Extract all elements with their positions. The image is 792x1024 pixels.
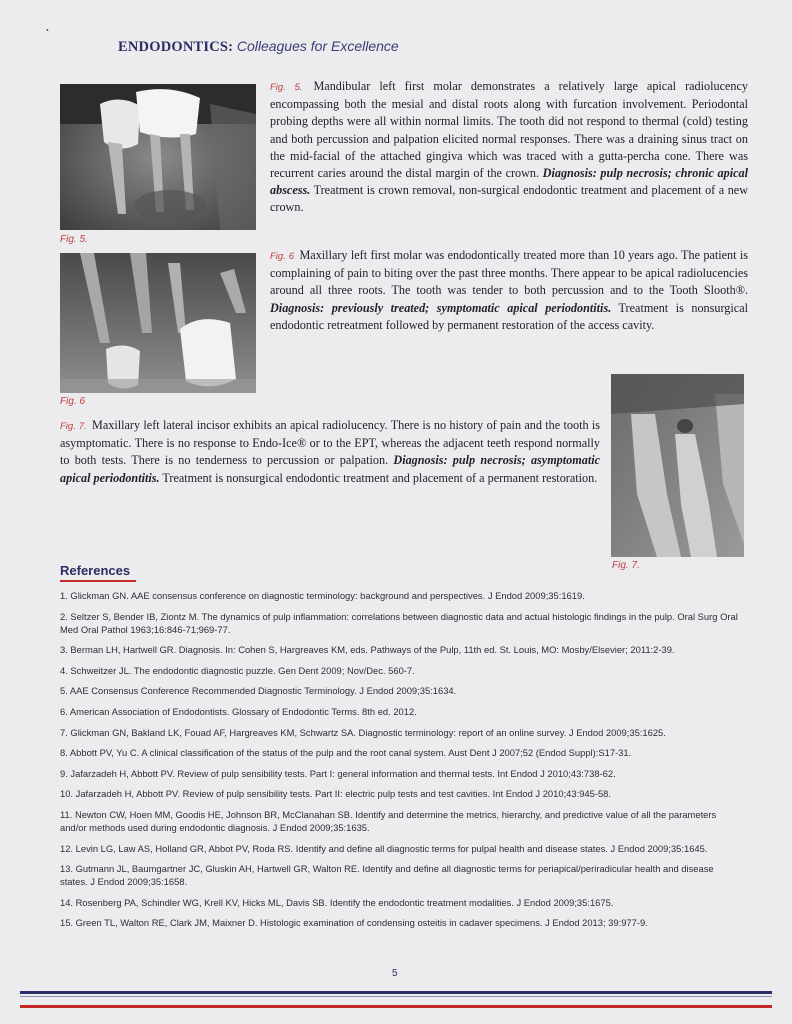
page-number: 5 — [392, 968, 398, 979]
fig5-text-b: Treatment is crown removal, non-surgical endodontic treatment and placement of a new crown. — [270, 183, 748, 215]
fig7-lead: Fig. 7. — [60, 421, 87, 432]
reference-item: 9. Jafarzadeh H, Abbott PV. Review of pulp sensibility tests. Part I: general information and thermal tests. Int Endod J 2010;43:738-62. — [60, 767, 616, 779]
reference-item: 14. Rosenberg PA, Schindler WG, Krell KV, Hicks ML, Davis SB. Identify the endodontic treatment modalities. J Endod 2009;35:1675. — [60, 896, 614, 908]
page-header — [118, 38, 399, 56]
fig5-text-a: Mandibular left first molar demonstrates a relatively large apical radiolucency encompassing both the mesial and distal roots along with furcation involvement. Periodontal probing depths were all within normal limits. The tooth did not respond to thermal (cold) testing and both percussion and palpation elicited normal responses. There was a draining sinus tract on the mid-facial of the attached gingiva which was traced with a gutta-percha cone. There was recurrent caries around the distal margin of the crown. — [270, 79, 749, 181]
header-subtitle: Colleagues for Excellence — [236, 38, 399, 54]
fig5-caption-label: Fig. 5. — [60, 234, 88, 245]
fig6-text-a: Maxillary left first molar was endodontically treated more than 10 years ago. The patient is complaining of pain to biting over the past three months. There appear to be apical radiolucencies around all three roots. The tooth was tender to both percussion and to the Tooth Slooth®. — [270, 248, 748, 298]
fig7-caption-label: Fig. 7. — [612, 560, 640, 571]
reference-item: 11. Newton CW, Hoen MM, Goodis HE, Johnson BR, McClanahan SB. Identify and determine the metrics, hierarchy, and predictive value of all the parameters and/or methods used during endodontic diagnosis. J Endod 2009;35:1635. — [60, 808, 717, 833]
fig6-caption-label: Fig. 6 — [60, 396, 86, 407]
fig6-radiograph — [60, 253, 256, 393]
fig6-lead: Fig. 6 — [270, 251, 295, 262]
reference-item: 8. Abbott PV, Yu C. A clinical classification of the status of the pulp and the root canal system. Aust Dent J 2007;52 (Endod Suppl):S17-31. — [60, 747, 632, 759]
corner-mark: • — [46, 26, 49, 35]
header-title: ENDODONTICS: — [118, 39, 234, 55]
reference-item: 10. Jafarzadeh H, Abbott PV. Review of pulp sensibility tests. Part II: electric pulp tests and test cavities. Int Endod J 2010;43:945-58. — [60, 788, 612, 800]
fig7-diagnosis: Diagnosis: pulp necrosis; asymptomatic apical periodontitis. — [60, 453, 600, 485]
fig7-description — [60, 417, 600, 487]
reference-item: 6. American Association of Endodontists. Glossary of Endodontic Terms. 8th ed. 2012. — [60, 705, 417, 717]
references-heading: References — [60, 563, 131, 578]
reference-item: 13. Gutmann JL, Baumgartner JC, Gluskin AH, Hartwell GR, Walton RE. Identify and define all diagnostic terms for periapical/periradicular health and disease states. J Endod 2009;35:1658. — [60, 863, 714, 888]
fig6-diagnosis: Diagnosis: previously treated; symptomatic apical periodontitis. — [270, 300, 612, 315]
fig6-description — [270, 247, 748, 334]
reference-item: 5. AAE Consensus Conference Recommended Diagnostic Terminology. J Endod 2009;35:1634. — [60, 685, 457, 697]
fig7-radiograph — [611, 374, 744, 557]
fig5-lead: Fig. 5. — [270, 82, 303, 93]
reference-item: 4. Schweitzer JL. The endodontic diagnostic puzzle. Gen Dent 2009; Nov/Dec. 560-7. — [60, 664, 415, 676]
footer-rule-thin — [20, 996, 772, 997]
reference-item: 1. Glickman GN. AAE consensus conference on diagnostic terminology: background and perspectives. J Endod 2009;35:1619. — [60, 590, 585, 601]
reference-item: 12. Levin LG, Law AS, Holland GR, Abbot PV, Roda RS. Identify and define all diagnostic terms for pulpal health and disease states. J Endod 2009;35:1645. — [60, 842, 708, 854]
reference-item: 2. Seltzer S, Bender IB, Ziontz M. The dynamics of pulp inflammation: correlations between diagnostic data and actual histologic findings in the pulp. Oral Surg Oral Med Oral Pathol 1963;16:846-71;969-77. — [60, 610, 738, 635]
fig7-text-a: Maxillary left lateral incisor exhibits an apical radiolucency. There is no history of pain and the tooth is asymptomatic. There is no response to Endo-Ice® or to the EPT, whereas the adjacent teeth respond normally to both tests. There is no tenderness to percussion or palpation. — [60, 418, 601, 468]
fig7-text-b: Treatment is nonsurgical endodontic treatment and placement of a permanent restoration. — [159, 470, 598, 485]
references-list — [60, 589, 740, 937]
footer-rule-red — [20, 1005, 772, 1008]
reference-item: 7. Glickman GN, Bakland LK, Fouad AF, Hargreaves KM, Schwartz SA. Diagnostic terminology: report of an online survey. J Endod 2009;35:1625. — [60, 726, 666, 738]
footer-rule-navy — [20, 991, 772, 994]
reference-item: 3. Berman LH, Hartwell GR. Diagnosis. In: Cohen S, Hargreaves KM, eds. Pathways of the Pulp, 11th ed. St. Louis, MO: Mosby/Elsevier; 2011:2-39. — [60, 644, 675, 656]
fig5-description — [270, 78, 748, 217]
reference-item: 15. Green TL, Walton RE, Clark JM, Maixner D. Histologic examination of condensing osteitis in cadaver specimens. J Endod 2013; 39:977-9. — [60, 917, 648, 929]
fig5-diagnosis: Diagnosis: pulp necrosis; chronic apical abscess. — [270, 166, 748, 198]
fig5-radiograph — [60, 84, 256, 230]
fig6-text-b: Treatment is nonsurgical endodontic retreatment followed by permanent restoration of the access cavity. — [270, 300, 748, 332]
references-underline — [60, 580, 136, 582]
